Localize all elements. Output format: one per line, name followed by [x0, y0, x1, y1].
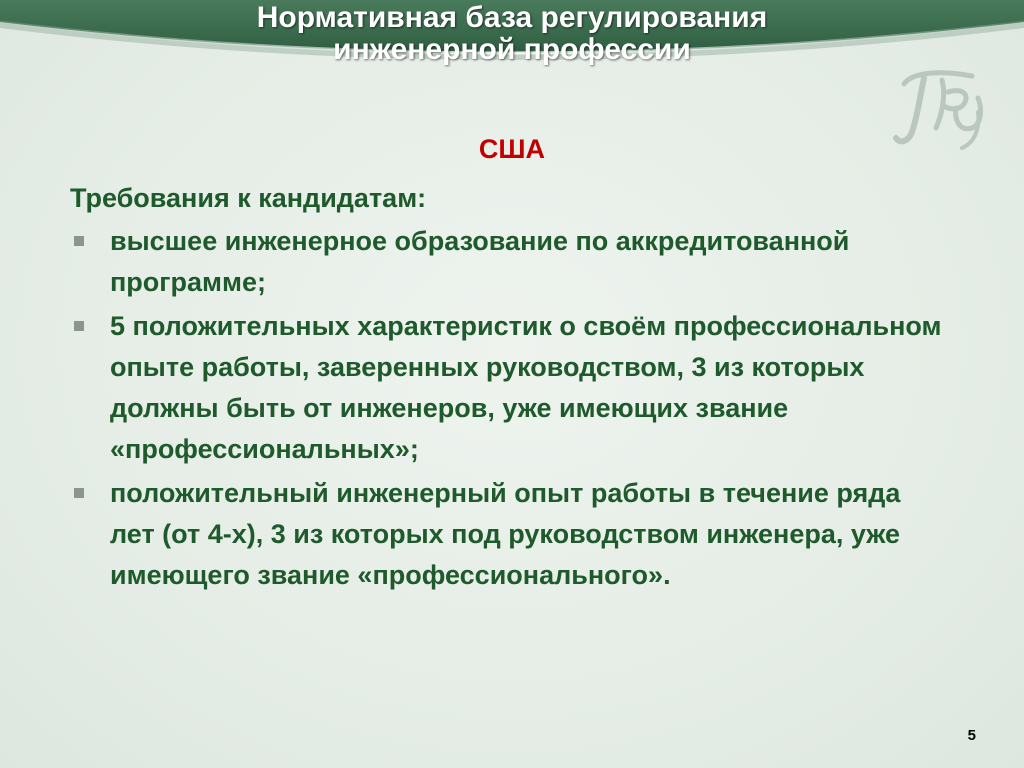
list-item: [70, 306, 950, 470]
requirements-list: [70, 221, 950, 596]
square-bullet-icon: [74, 236, 84, 246]
svg-text:ТПУ: ТПУ: [938, 153, 942, 154]
square-bullet-icon: [74, 321, 84, 331]
country-heading: США: [478, 134, 546, 164]
list-item-text: высшее инженерное образование по аккредитованной программе;: [110, 226, 850, 297]
slide-body: [70, 178, 950, 599]
list-item: [70, 473, 950, 596]
square-bullet-icon: [74, 488, 84, 498]
slide-title-line-1: Нормативная база регулирования: [256, 1, 768, 34]
slide-title-line-2: инженерной профессии: [333, 33, 691, 66]
slide-title: [0, 2, 1024, 66]
list-item-text: 5 положительных характеристик о своём профессиональном опыте работы, заверенных руководством, 3 из которых должны быть от инженеров, уже имеющих звание «профессиональных»;: [110, 311, 942, 464]
page-number: 5: [967, 727, 976, 744]
list-item: [70, 221, 950, 303]
list-item-text: положительный инженерный опыт работы в течение ряда лет (от 4-х), 3 из которых под руководством инженера, уже имеющего звание «профессионального».: [110, 478, 901, 590]
requirements-lead: Требования к кандидатам:: [70, 183, 427, 213]
